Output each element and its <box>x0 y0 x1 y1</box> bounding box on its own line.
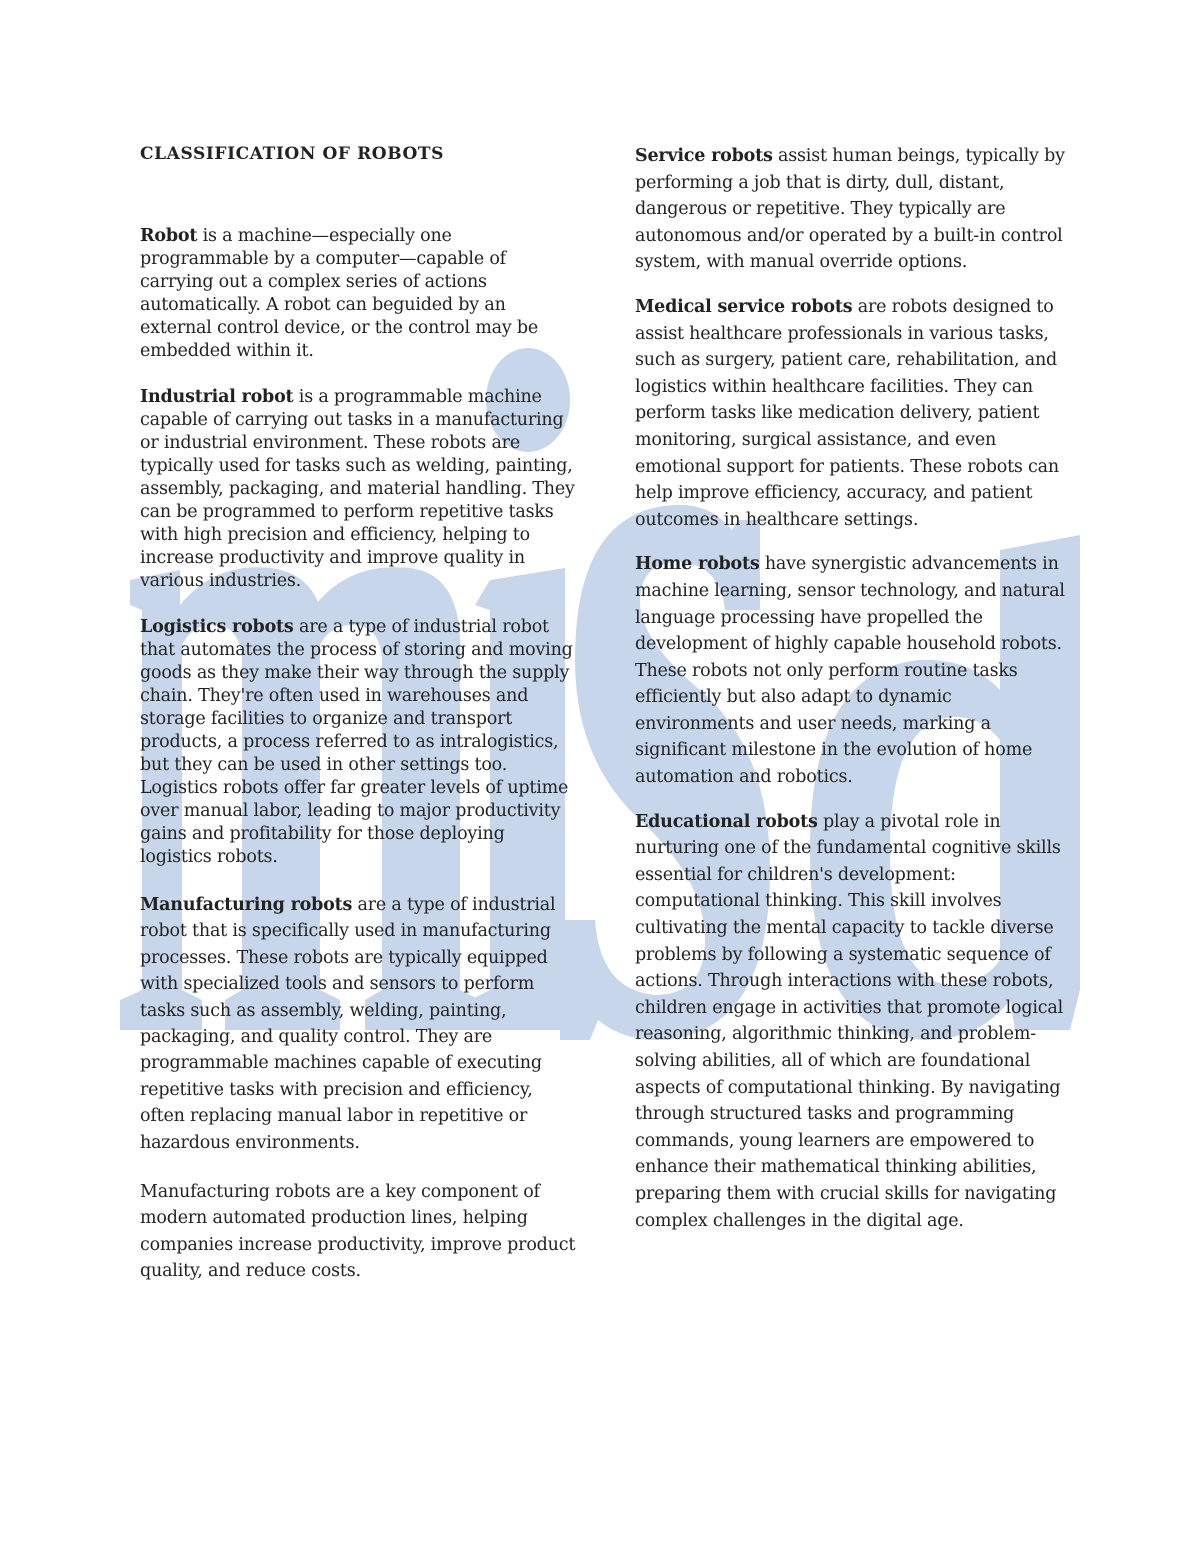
term-home-robots: Home robots <box>635 554 760 575</box>
term-service-robots: Service robots <box>635 146 773 166</box>
text-manufacturing-summary: Manufacturing robots are a key component of modern automated production lines, helping companies increase productivity, improve product quality, and reduce costs. <box>140 1182 576 1282</box>
paragraph-gap <box>635 791 1075 809</box>
paragraph-gap <box>140 593 580 616</box>
paragraph-educational-robots <box>635 809 1075 1235</box>
text-manufacturing-robots: are a type of industrial robot that is specifically used in manufacturing processes. These robots are typically equipped with specialized tools and sensors to perform tasks such as assembly, welding, painting, packaging, and quality control. They are programmable machines capable of executing repetitive tasks with precision and efficiency, often replacing manual labor in repetitive or hazardous environments. <box>140 895 556 1153</box>
paragraph-gap <box>635 533 1075 551</box>
term-manufacturing-robots: Manufacturing robots <box>140 895 353 915</box>
term-industrial-robot: Industrial robot <box>140 387 294 407</box>
paragraph-gap <box>635 276 1075 294</box>
text-logistics-robots: are a type of industrial robot that automates the process of storing and moving goods as they make their way through the supply chain. They're often used in warehouses and storage facilities to organize and transport products, a process referred to as intralogistics, but they can be used in other settings too. Logistics robots offer far greater levels of uptime over manual labor, leading to major productivity gains and profitability for those deploying logistics robots. <box>140 617 573 867</box>
term-logistics-robots: Logistics robots <box>140 617 294 637</box>
paragraph-home-robots <box>635 551 1075 790</box>
paragraph-industrial-robot <box>140 386 580 593</box>
paragraph-manufacturing-summary <box>140 1179 580 1285</box>
term-robot: Robot <box>140 226 198 246</box>
paragraph-medical-service-robots <box>635 294 1075 533</box>
paragraph-gap <box>140 1156 580 1179</box>
document-title: CLASSIFICATION OF ROBOTS <box>140 144 445 164</box>
term-medical-service-robots: Medical service robots <box>635 296 853 317</box>
text-medical-service-robots: are robots designed to assist healthcare professionals in various tasks, such as surgery, patient care, rehabilitation, and logistics within healthcare facilities. They can perform tasks like medication delivery, patient monitoring, surgical assistance, and even emotional support for patients. These robots can help improve efficiency, accuracy, and patient outcomes in healthcare settings. <box>635 296 1059 530</box>
text-robot: is a machine—especially one programmable by a computer—capable of carrying out a complex series of actions automatically. A robot can beguided by an external control device, or the control may be embedded within it. <box>140 226 539 361</box>
paragraph-logistics-robots <box>140 616 580 869</box>
paragraph-gap <box>140 869 580 892</box>
paragraph-service-robots <box>635 143 1075 276</box>
text-service-robots: assist human beings, typically by performing a job that is dirty, dull, distant, dangerous or repetitive. They typically are autonomous and/or operated by a built-in control system, with manual override options. <box>635 146 1065 273</box>
text-educational-robots: play a pivotal role in nurturing one of the fundamental cognitive skills essential for children's development: computational thinking. This skill involves cultivating the mental capacity to tackle diverse problems by following a systematic sequence of actions. Through interactions with these robots, children engage in activities that promote logical reasoning, algorithmic thinking, and problem-solving abilities, all of which are foundational aspects of computational thinking. By navigating through structured tasks and programming commands, young learners are empowered to enhance their mathematical thinking abilities, preparing them with crucial skills for navigating complex challenges in the digital age. <box>635 811 1063 1231</box>
paragraph-gap <box>140 363 580 386</box>
text-home-robots: have synergistic advancements in machine learning, sensor technology, and natural language processing have propelled the development of highly capable household robots. These robots not only perform routine tasks efficiently but also adapt to dynamic environments and user needs, marking a significant milestone in the evolution of home automation and robotics. <box>635 554 1065 788</box>
paragraph-manufacturing-robots <box>140 892 580 1156</box>
text-industrial-robot: is a programmable machine capable of carrying out tasks in a manufacturing or industrial environment. These robots are typically used for tasks such as welding, painting, assembly, packaging, and material handling. They can be programmed to perform repetitive tasks with high precision and efficiency, helping to increase productivity and improve quality in various industries. <box>140 387 575 591</box>
left-column <box>140 143 580 1285</box>
paragraph-robot <box>140 225 580 363</box>
term-educational-robots: Educational robots <box>635 811 818 832</box>
right-column <box>635 143 1075 1234</box>
